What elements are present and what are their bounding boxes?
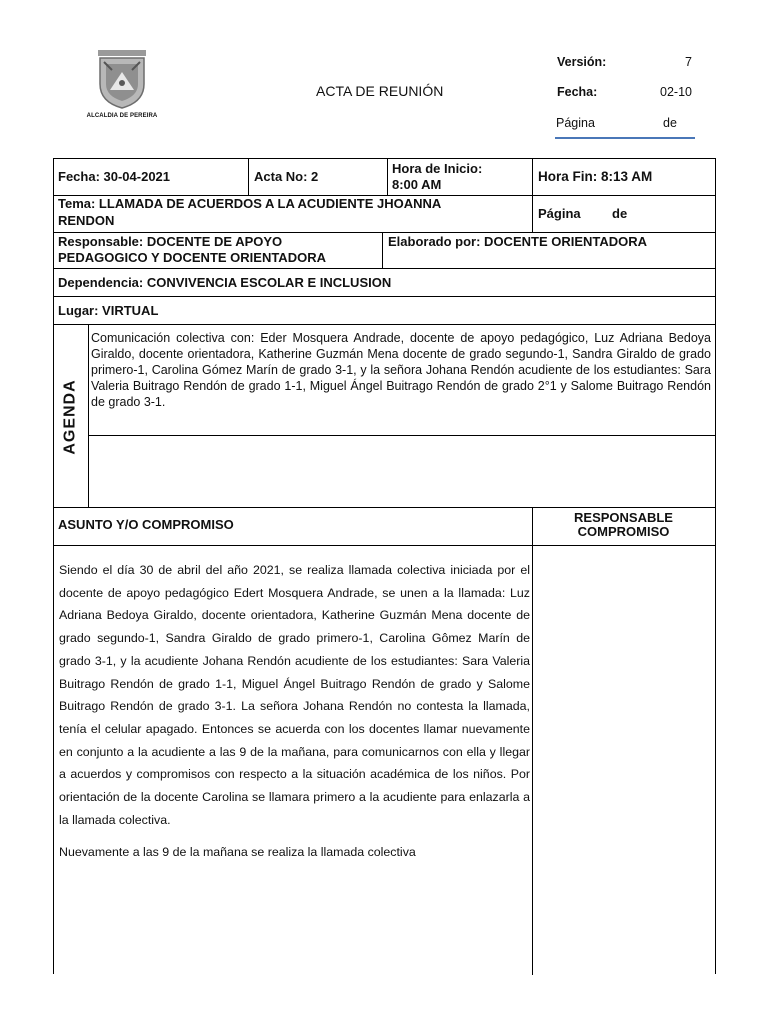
acta-number: Acta No: 2 <box>254 169 319 184</box>
minutes-paragraph: Nuevamente a las 9 de la mañana se realiza la llamada colectiva <box>59 845 416 860</box>
minutes-body <box>59 559 530 864</box>
row-divider <box>54 268 715 269</box>
coat-of-arms-icon <box>94 50 150 110</box>
logo-caption: ALCALDIA DE PEREIRA <box>86 113 158 119</box>
meeting-topic-cont: RENDON <box>58 213 115 228</box>
col-divider <box>88 324 89 507</box>
row-divider <box>88 435 715 436</box>
responsable-header <box>532 511 715 539</box>
end-time: Hora Fin: 8:13 AM <box>538 169 653 184</box>
row-divider <box>54 545 715 546</box>
agenda-text: Comunicación colectiva con: Eder Mosquera Andrade, docente de apoyo pedagógico, Luz Adriana Bedoya Giraldo, docente orientadora, Katherine Guzmán Mena docente de grado segundo-1, Sandra Giraldo de grado primero-1, Carolina Gómez Marín de grado 3-1, y la señora Johana Rendón acudiente de los estudiantes: Sara Valeria Buitrago Rendón de grado 1-1, Miguel Ángel Buitrago Rendón de grado 2°1 y Salome Buitrago Rendón de grado 3-1. <box>91 331 711 410</box>
agenda-label-text: AGENDA <box>62 379 79 455</box>
date-value: 02-10 <box>660 85 692 99</box>
col-divider <box>532 507 533 975</box>
start-time-label: Hora de Inicio: <box>392 161 483 176</box>
col-divider <box>532 159 533 232</box>
row-divider <box>54 324 715 325</box>
meeting-topic: Tema: LLAMADA DE ACUERDOS A LA ACUDIENTE JHOANNA <box>58 196 442 211</box>
document-title: ACTA DE REUNIÓN <box>316 83 444 99</box>
start-time-value: 8:00 AM <box>392 177 442 192</box>
page-field-label: Página <box>538 206 581 221</box>
responsable-header-line2: COMPROMISO <box>577 524 670 539</box>
prepared-by: Elaborado por: DOCENTE ORIENTADORA <box>388 234 648 249</box>
responsible: Responsable: DOCENTE DE APOYO <box>58 234 283 249</box>
asunto-header: ASUNTO Y/O COMPROMISO <box>58 517 234 532</box>
minutes-paragraph: Siendo el día 30 de abril del año 2021, se realiza llamada colectiva iniciada por el docente de apoyo pedagógico Edert Mosquera Andrade, se unen a la llamada: Luz Adriana Bedoya Giraldo, docente orientadora, Katherine Guzmán Mena docente de grado segundo-1, Sandra Giraldo de grado primero-1, Carolina Gômez Marín de grado 3-1, y la acudiente Johana Rendón acudiente de los estudiantes: Sara Valeria Buitrago Rendón de grado 1-1, Miguel Ángel Buitrago Rendón de grado y Salome Buitrago Rendón de grado 3-1. La señora Johana Rendón no contesta la llamada, tenía el celular apagado. Entonces se acuerda con los docentes llamar nuevamente en conjunto a la acudiente a las 9 de la mañana, para comunicarnos con ella y llegar a acuerdos y compromisos con respecto a la situación académica de los niños. Por orientación de la docente Carolina se llamara primero a la acudiente para enlazarla a la llamada colectiva. <box>59 563 530 827</box>
row-divider <box>54 232 715 233</box>
page-underline <box>555 137 695 139</box>
col-divider <box>387 159 388 195</box>
page-value: de <box>663 116 677 130</box>
location: Lugar: VIRTUAL <box>58 303 159 318</box>
responsable-header-line1: RESPONSABLE <box>574 510 673 525</box>
page-label: Página <box>556 116 595 130</box>
page-field-of: de <box>612 206 628 221</box>
meeting-form <box>53 158 716 974</box>
col-divider <box>382 232 383 268</box>
meeting-date: Fecha: 30-04-2021 <box>58 169 171 184</box>
version-label: Versión: <box>557 55 607 69</box>
version-value: 7 <box>685 55 692 69</box>
row-divider <box>54 296 715 297</box>
row-divider <box>54 507 715 508</box>
date-label: Fecha: <box>557 85 598 99</box>
department: Dependencia: CONVIVENCIA ESCOLAR E INCLUSION <box>58 275 392 290</box>
alcaldia-logo <box>72 50 172 125</box>
responsible-cont: PEDAGOGICO Y DOCENTE ORIENTADORA <box>58 250 326 265</box>
agenda-label <box>54 327 88 507</box>
col-divider <box>248 159 249 195</box>
